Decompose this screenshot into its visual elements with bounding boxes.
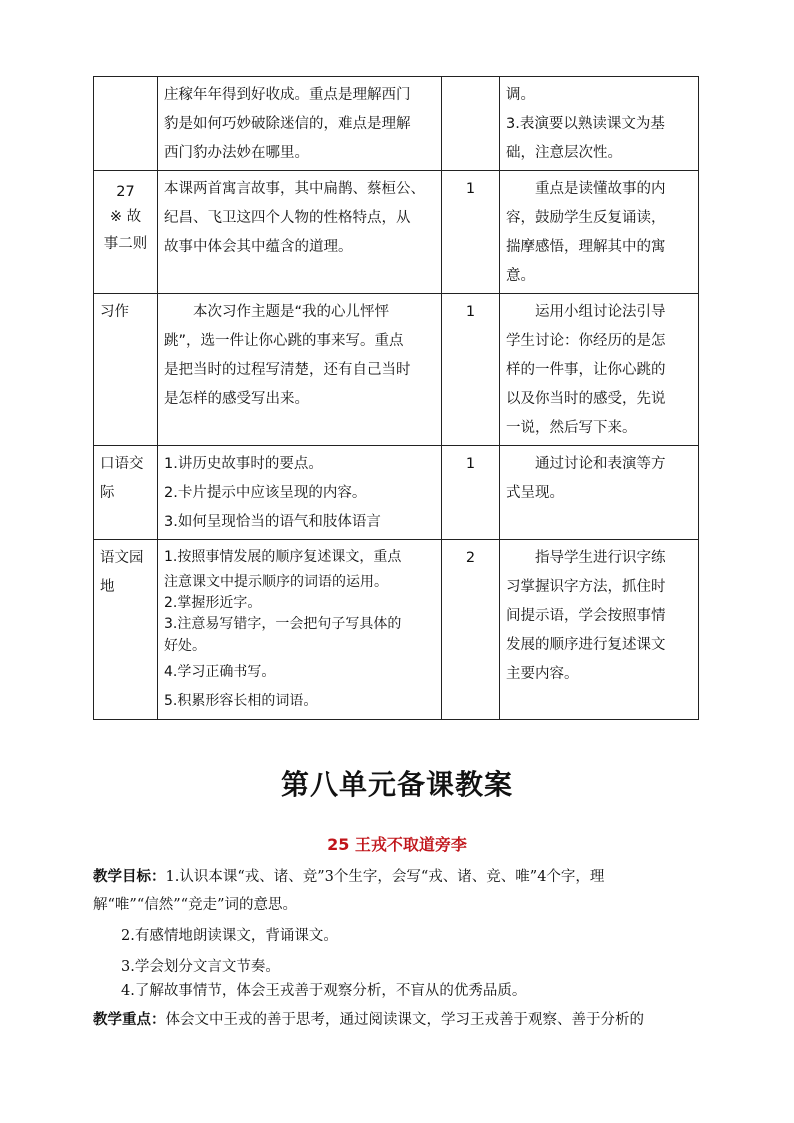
method-line: 学生讨论：你经历的是怎	[506, 333, 666, 349]
lesson-line: 口语交	[100, 456, 144, 472]
lesson-title: 25 王戎不取道旁李	[327, 835, 467, 854]
hours-cell	[442, 446, 500, 540]
method-line: 通过讨论和表演等方	[535, 456, 666, 472]
table-row	[94, 540, 699, 720]
method-line: 调。	[506, 87, 535, 103]
method-line: 式呈现。	[506, 485, 564, 501]
content-line: 是怎样的感受写出来。	[164, 391, 309, 407]
content-line: 好处。	[164, 638, 206, 654]
content-line: 本次习作主题是“我的心儿怦怦	[193, 304, 390, 320]
unit-title: 第八单元备课教案	[280, 768, 513, 801]
method-line: 重点是读懂故事的内	[535, 181, 666, 197]
goals-item-4: 4.了解故事情节，体会王戎善于观察分析，不盲从的优秀品质。	[121, 983, 527, 999]
goals-item-3: 3.学会划分文言文节奏。	[121, 959, 280, 975]
lesson-cell	[94, 540, 158, 720]
method-line: 习掌握识字方法，抓住时	[506, 579, 666, 595]
lesson-line: 地	[100, 579, 115, 595]
content-line: 3.注意易写错字，一会把句子写具体的	[164, 616, 402, 632]
teaching-goals	[93, 863, 695, 919]
method-line: 础，注意层次性。	[506, 145, 622, 161]
method-line: 样的一件事，让你心跳的	[506, 362, 666, 378]
content-line: 5.积累形容长相的词语。	[164, 693, 318, 709]
focus-label: 教学重点：	[93, 1012, 166, 1028]
goals-label: 教学目标：	[93, 869, 166, 885]
hours-cell	[442, 540, 500, 720]
content-line: 1.讲历史故事时的要点。	[164, 456, 323, 472]
content-line: 1.按照事情发展的顺序复述课文，重点	[164, 549, 402, 565]
lesson-cell	[94, 294, 158, 446]
goals-item-1: 1.认识本课“戎、诸、竞”3个生字，会写“戎、诸、竞、唯”4个字，理	[165, 869, 605, 885]
hours-cell	[442, 294, 500, 446]
hours-value: 1	[465, 304, 476, 320]
method-cell	[500, 294, 699, 446]
method-cell	[500, 446, 699, 540]
method-line: 揣摩感悟，理解其中的寓	[506, 239, 666, 255]
hours-value: 1	[465, 181, 476, 197]
table-row	[94, 77, 699, 171]
hours-value: 1	[465, 456, 476, 472]
method-line: 以及你当时的感受，先说	[506, 391, 666, 407]
lesson-line: 际	[100, 485, 115, 501]
content-line: 庄稼年年得到好收成。重点是理解西门	[164, 87, 411, 103]
content-cell	[158, 171, 442, 294]
lesson-line: 事二则	[103, 236, 148, 252]
content-line: 注意课文中提示顺序的词语的运用。	[164, 574, 388, 590]
teaching-focus	[93, 1006, 695, 1034]
content-cell	[158, 77, 442, 171]
method-line: 容，鼓励学生反复诵读，	[506, 210, 666, 226]
method-line: 指导学生进行识字练	[535, 550, 666, 566]
goals-item-2: 2.有感情地朗读课文，背诵课文。	[121, 928, 338, 944]
content-line: 纪昌、飞卫这四个人物的性格特点，从	[164, 210, 411, 226]
content-line: 2.掌握形近字。	[164, 595, 262, 611]
content-line: 是把当时的过程写清楚，还有自己当时	[164, 362, 411, 378]
lesson-line: ※ 故	[109, 209, 142, 225]
method-line: 运用小组讨论法引导	[535, 304, 666, 320]
content-line: 3.如何呈现恰当的语气和肢体语言	[164, 514, 381, 530]
content-line: 2.卡片提示中应该呈现的内容。	[164, 485, 367, 501]
lesson-plan-table	[93, 76, 699, 720]
lesson-line: 习作	[100, 304, 129, 320]
method-line: 主要内容。	[506, 666, 579, 682]
method-line: 间提示语，学会按照事情	[506, 608, 666, 624]
focus-text: 体会文中王戎的善于思考，通过阅读课文，学习王戎善于观察、善于分析的	[165, 1012, 644, 1028]
content-line: 跳”，选一件让你心跳的事来写。重点	[164, 333, 404, 349]
content-line: 本课两首寓言故事，其中扁鹊、蔡桓公、	[164, 181, 425, 197]
content-cell	[158, 446, 442, 540]
content-line: 豹是如何巧妙破除迷信的，难点是理解	[164, 116, 411, 132]
lesson-cell	[94, 171, 158, 294]
method-cell	[500, 171, 699, 294]
method-cell	[500, 540, 699, 720]
hours-cell	[442, 77, 500, 171]
lesson-number: 27	[116, 184, 135, 200]
method-line: 3.表演要以熟读课文为基	[506, 116, 665, 132]
lesson-line: 语文园	[100, 550, 144, 566]
content-line: 故事中体会其中蕴含的道理。	[164, 239, 353, 255]
method-line: 意。	[506, 268, 535, 284]
method-cell	[500, 77, 699, 171]
hours-cell	[442, 171, 500, 294]
goals-item-1-cont: 解“唯”“信然”“竞走”词的意思。	[93, 897, 297, 913]
table-row	[94, 171, 699, 294]
lesson-cell	[94, 446, 158, 540]
content-line: 4.学习正确书写。	[164, 664, 276, 680]
lesson-cell	[94, 77, 158, 171]
table-row	[94, 294, 699, 446]
hours-value: 2	[465, 550, 476, 566]
table-row	[94, 446, 699, 540]
content-cell	[158, 540, 442, 720]
content-line: 西门豹办法妙在哪里。	[164, 145, 309, 161]
content-cell	[158, 294, 442, 446]
method-line: 发展的顺序进行复述课文	[506, 637, 666, 653]
method-line: 一说，然后写下来。	[506, 420, 637, 436]
